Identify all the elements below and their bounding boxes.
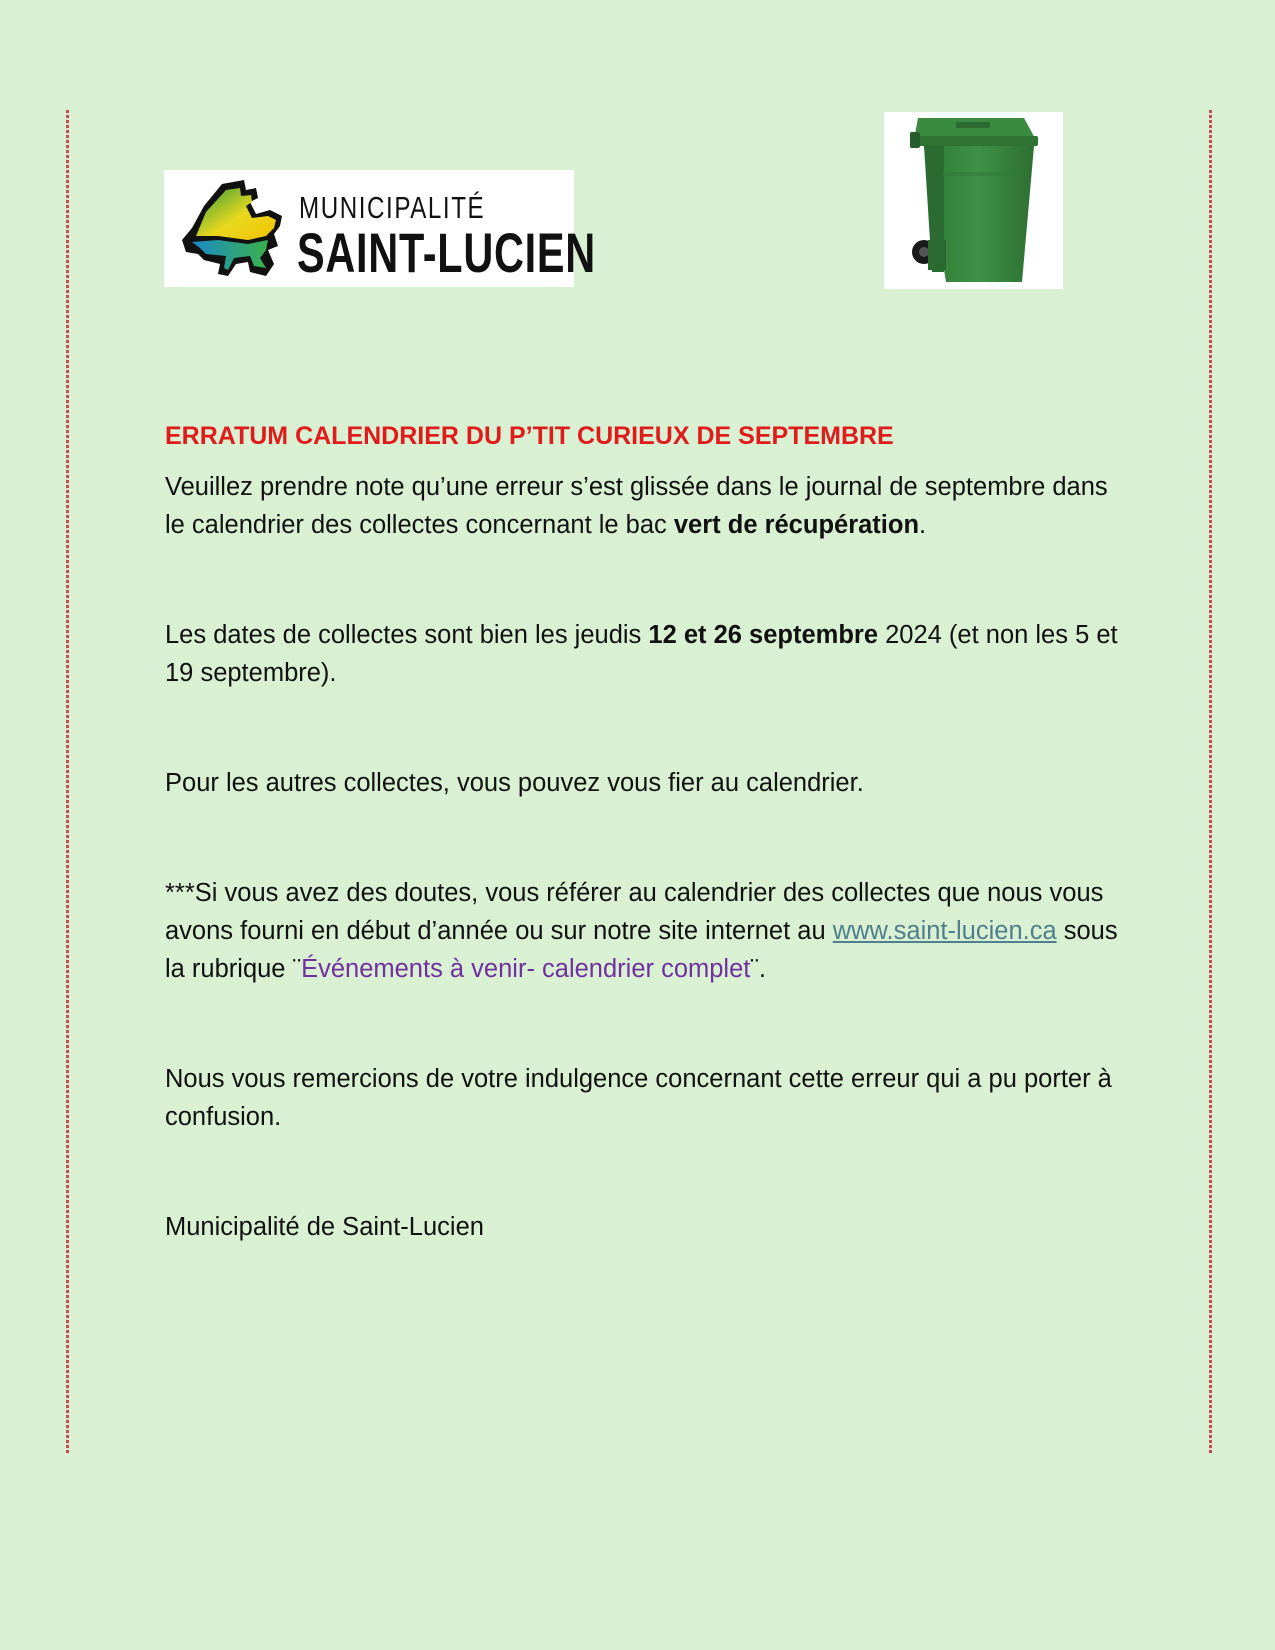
paragraph-thanks: Nous vous remercions de votre indulgence concernant cette erreur qui a pu porter à confusion. <box>165 1065 1112 1131</box>
paragraph-dates-text: Les dates de collectes sont bien les jeudis <box>165 621 649 649</box>
paragraph-erratum-text: Veuillez prendre note qu’une erreur s’est glissée dans le journal de septembre dans le calendrier des collectes concernant le bac <box>165 473 1108 539</box>
paragraph-dates <box>165 616 1130 692</box>
green-bin-icon <box>884 112 1063 289</box>
logo-saint-lucien-text: SAINT-LUCIEN <box>297 221 596 284</box>
logo-municipalite-text: MUNICIPALITÉ <box>299 190 486 225</box>
municipality-logo <box>164 170 596 287</box>
paragraph-dates-bold: 12 et 26 septembre <box>648 621 879 649</box>
website-link[interactable]: www.saint-lucien.ca <box>832 917 1057 945</box>
spacer <box>165 988 1130 1060</box>
spacer <box>165 802 1130 874</box>
paragraph-erratum-bold: vert de récupération <box>673 511 920 539</box>
notice-body <box>165 414 1130 1246</box>
paragraph-doubts-text: ***Si vous avez des doutes, vous référer au calendrier des collectes que nous vous avons fourni en début d’année ou sur notre site internet au <box>165 879 1104 945</box>
paragraph-dates-end: 2024 (et non les 5 et 19 septembre). <box>165 621 1118 687</box>
paragraph-doubts-middle: sous la rubrique ¨ <box>165 917 1118 983</box>
page-border-right <box>1209 110 1212 1454</box>
paragraph-other-collections: Pour les autres collectes, vous pouvez vous fier au calendrier. <box>165 769 864 797</box>
spacer <box>165 692 1130 764</box>
green-bin-image <box>884 112 1063 289</box>
signature: Municipalité de Saint-Lucien <box>165 1213 484 1241</box>
spacer <box>165 1136 1130 1208</box>
notice-title: ERRATUM CALENDRIER DU P’TIT CURIEUX DE SEPTEMBRE <box>165 422 894 450</box>
paragraph-doubts <box>165 874 1130 988</box>
paragraph-erratum-end: . <box>919 511 927 539</box>
paragraph-erratum <box>165 468 1130 544</box>
paragraph-doubts-end: ¨. <box>750 955 766 983</box>
rubric-text: Événements à venir- calendrier complet <box>301 955 751 983</box>
spacer <box>165 544 1130 616</box>
page-border-left <box>66 110 69 1454</box>
puzzle-logo-icon <box>178 180 290 278</box>
